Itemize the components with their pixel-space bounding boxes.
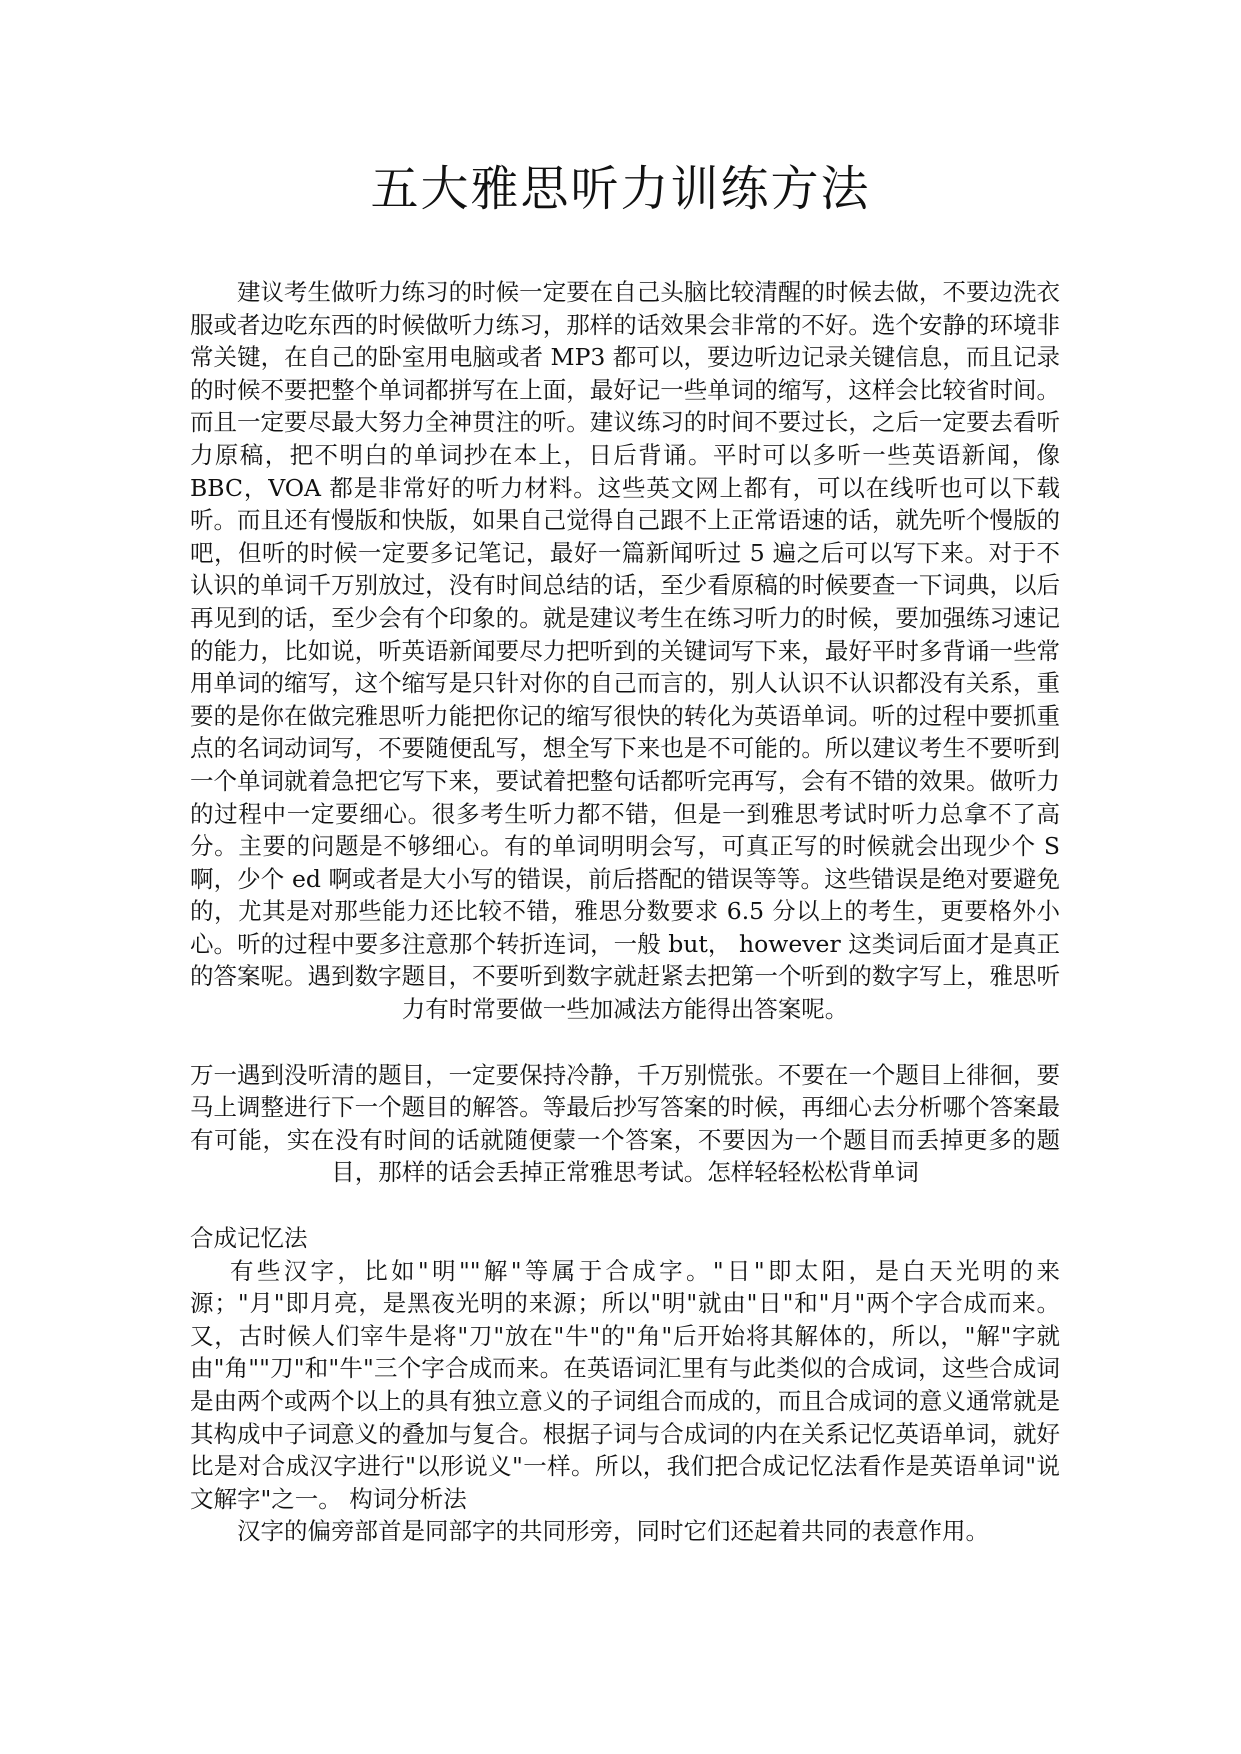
paragraph-unheard-questions: 万一遇到没听清的题目，一定要保持冷静，千万别慌张。不要在一个题目上徘徊，要马上调整进行下一个题目的解答。等最后抄写答案的时候，再细心去分析哪个答案最有可能，实在没有时间的话就随便蒙一个答案，不要因为一个题目而丢掉更多的题目，那样的话会丢掉正常雅思考试。怎样轻轻松松背单词 <box>190 1060 1060 1187</box>
paragraph-compound-memory: 有些汉字，比如"明""解"等属于合成字。"日"即太阳，是白天光明的来源；"月"即月亮，是黑夜光明的来源；所以"明"就由"日"和"月"两个字合成而来。又，古时候人们宰牛是将"刀"放在"牛"的"角"后开始将其解体的，所以，"解"字就由"角""刀"和"牛"三个字合成而来。在英语词汇里有与此类似的合成词，这些合成词是由两个或两个以上的具有独立意义的子词组合而成的，而且合成词的意义通常就是其构成中子词意义的叠加与复合。根据子词与合成词的内在关系记忆英语单词，就好比是对合成汉字进行"以形说义"一样。所以，我们把合成记忆法看作是英语单词"说文解字"之一。 构词分析法 <box>190 1256 1060 1513</box>
paragraph-radicals: 汉字的偏旁部首是同部字的共同形旁，同时它们还起着共同的表意作用。 <box>237 1517 989 1546</box>
paragraph-gap <box>190 1026 1060 1059</box>
paragraph-gap <box>190 1189 1060 1222</box>
document-title: 五大雅思听力训练方法 <box>370 161 871 217</box>
section-heading-compound-memory: 合成记忆法 <box>190 1224 308 1253</box>
document-body <box>190 276 1060 1548</box>
paragraph-listening-practice: 建议考生做听力练习的时候一定要在自己头脑比较清醒的时候去做，不要边洗衣服或者边吃东西的时候做听力练习，那样的话效果会非常的不好。选个安静的环境非常关键，在自己的卧室用电脑或者 MP3 都可以，要边听边记录关键信息，而且记录的时候不要把整个单词都拼写在上面，最好记一些单词的缩写，这样会比较省时间。而且一定要尽最大努力全神贯注的听。建议练习的时间不要过长，之后一定要去看听力原稿，把不明白的单词抄在本上，日后背诵。平时可以多听一些英语新闻，像 BBC，VOA 都是非常好的听力材料。这些英文网上都有，可以在线听也可以下载听。而且还有慢版和快版，如果自己觉得自己跟不上正常语速的话，就先听个慢版的吧，但听的时候一定要多记笔记，最好一篇新闻听过 5 遍之后可以写下来。对于不认识的单词千万别放过，没有时间总结的话，至少看原稿的时候要查一下词典，以后再见到的话，至少会有个印象的。就是建议考生在练习听力的时候，要加强练习速记的能力，比如说，听英语新闻要尽力把听到的关键词写下来，最好平时多背诵一些常用单词的缩写，这个缩写是只针对你的自己而言的，别人认识不认识都没有关系，重要的是你在做完雅思听力能把你记的缩写很快的转化为英语单词。听的过程中要抓重点的名词动词写，不要随便乱写，想全写下来也是不可能的。所以建议考生不要听到一个单词就着急把它写下来，要试着把整句话都听完再写，会有不错的效果。做听力的过程中一定要细心。很多考生听力都不错，但是一到雅思考试时听力总拿不了高分。主要的问题是不够细心。有的单词明明会写，可真正写的时候就会出现少个 S 啊，少个 ed 啊或者是大小写的错误，前后搭配的错误等等。这些错误是绝对要避免的，尤其是对那些能力还比较不错，雅思分数要求 6.5 分以上的考生，更要格外小心。听的过程中要多注意那个转折连词，一般 but， however 这类词后面才是真正的答案呢。遇到数字题目，不要听到数字就赶紧去把第一个听到的数字写上，雅思听力有时常要做一些加减法方能得出答案呢。 <box>190 278 1060 1024</box>
